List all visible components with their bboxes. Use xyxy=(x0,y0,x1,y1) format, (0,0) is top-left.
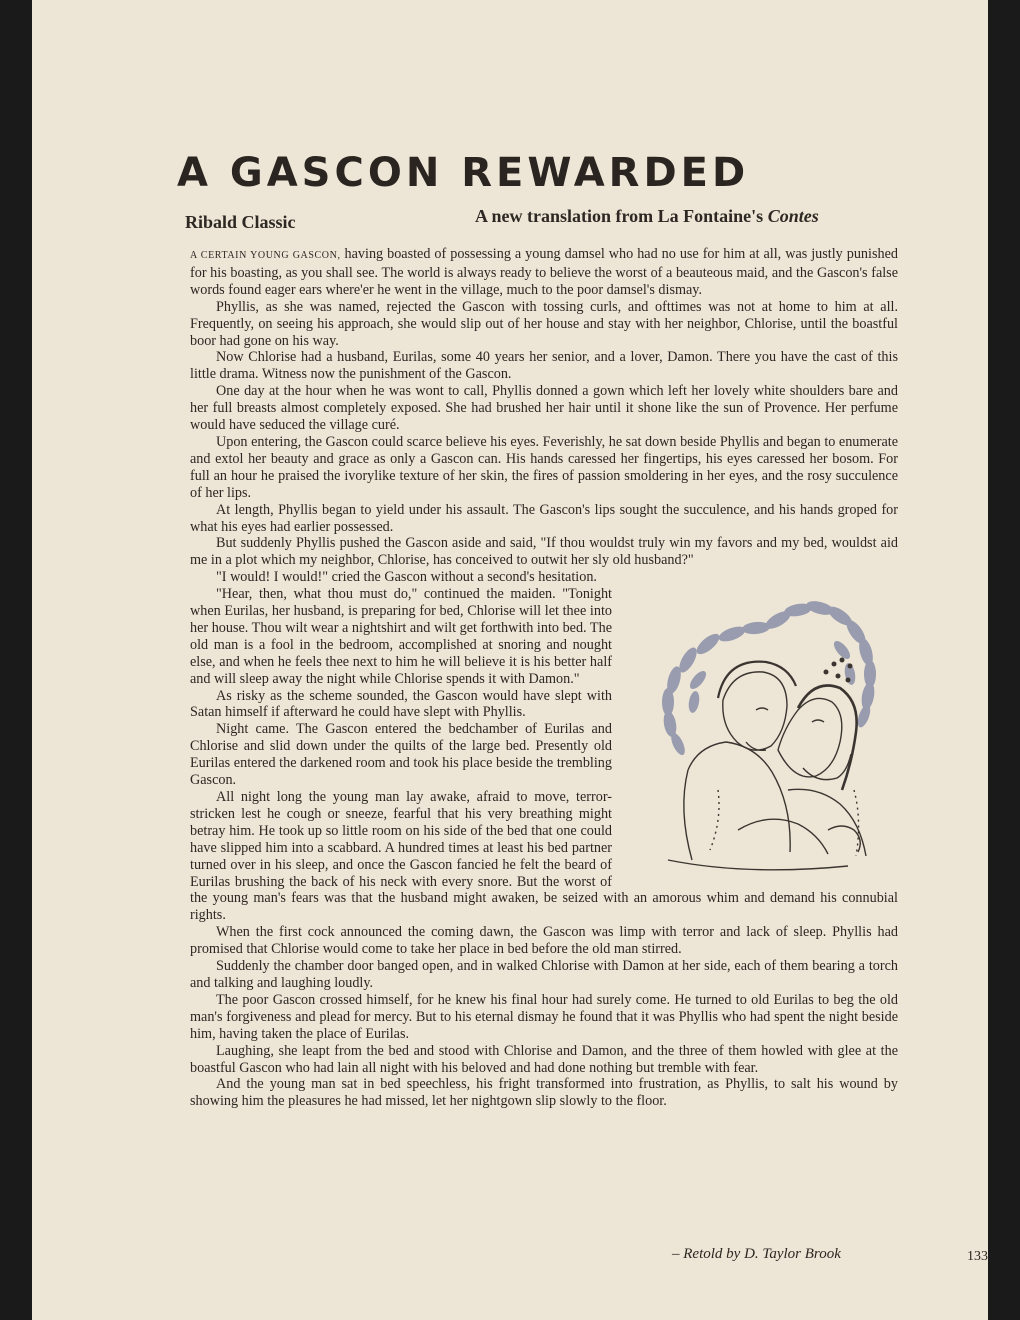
paragraph: "Hear, then, what thou must do," continued the maiden. "Tonight when Eurilas, her husband, is preparing for bed, Chlorise will let thee into her house. Thou wilt wear a nightshirt and wilt get forthwith into bed. The old man is a fool in the bedroom, accomplished at snoring and nought else, and when he feels thee next to him he will believe it is his better half and will sleep away the night while Chlorise spends it with Damon." xyxy=(190,586,612,687)
paragraph: "I would! I would!" cried the Gascon without a second's hesitation. xyxy=(216,569,597,586)
paragraph: As risky as the scheme sounded, the Gascon would have slept with Satan himself if afterward he could have slept with Phyllis. xyxy=(190,687,612,721)
paragraph: Now Chlorise had a husband, Eurilas, some 40 years her senior, and a lover, Damon. There you have the cast of this little drama. Witness now the punishment of the Gascon. xyxy=(190,349,898,383)
lead-small-caps: A CERTAIN YOUNG GASCON, xyxy=(190,250,341,261)
article-title: A GASCON REWARDED xyxy=(177,150,750,196)
embracing-couple-illustration xyxy=(628,590,898,880)
paragraph: Suddenly the chamber door banged open, and in walked Chlorise with Damon at her side, each of them bearing a torch and talking and laughing loudly. xyxy=(190,958,898,991)
byline: – Retold by D. Taylor Brook xyxy=(672,1246,841,1262)
paragraph: At length, Phyllis began to yield under his assault. The Gascon's lips sought the succulence, and his hands groped for what his eyes had earlier possessed. xyxy=(190,501,898,535)
article-body xyxy=(190,246,898,1110)
paragraph: Laughing, she leapt from the bed and stood with Chlorise and Damon, and the three of them howled with glee at the boastful Gascon who had lain all night with his beloved and had done nothing but tremble with fear. xyxy=(190,1042,898,1076)
paragraph: And the young man sat in bed speechless, his fright transformed into frustration, as Phyllis, to salt his wound by showing him the pleasures he had missed, let her nightgown slip slowly to the floor. xyxy=(190,1076,898,1110)
subtitle-prefix: A new translation from La Fontaine's xyxy=(475,206,764,226)
paragraph-text: having boasted of possessing a young damsel who had no use for him at all, was justly punished for his boasting, as you shall see. The world is always ready to believe the worst of a beauteous maid, and the Gascon's false words found eager ears where'er he went in the village, much to the poor damsel's dismay. xyxy=(190,246,898,298)
paragraph: Night came. The Gascon entered the bedchamber of Eurilas and Chlorise and slid down under the quilts of the large bed. Presently old Eurilas entered the darkened room and took his place beside the trembling Gascon. xyxy=(190,721,612,789)
paragraph: The poor Gascon crossed himself, for he knew his final hour had surely come. He turned to old Eurilas to beg the old man's forgiveness and plead for mercy. But to his eternal dismay he found that it was Phyllis who had spent the night beside him, having taken the place of Eurilas. xyxy=(190,991,898,1042)
paragraph: One day at the hour when he was wont to call, Phyllis donned a gown which left her lovely white shoulders bare and her full breasts almost completely exposed. She had brushed her hair until it shone like the sun of Provence. Her perfume would have seduced the village curé. xyxy=(190,383,898,434)
paragraph: But suddenly Phyllis pushed the Gascon aside and said, "If thou wouldst truly win my favors and my bed, wouldst aid me in a plot which my neighbor, Chlorise, has conceived to outwit her sly old husband?" xyxy=(190,535,898,569)
magazine-page xyxy=(32,0,988,1320)
article-subtitle xyxy=(475,206,819,227)
paragraph xyxy=(190,246,898,299)
paragraph: All night long the young man lay awake, afraid to move, terror-stricken lest he cough or sneeze, fearful that his very breathing might betray him. He took up so little room on his side of the bed that one could have slipped him into a scabbard. A hundred times at least his bed partner turned over in his sleep, and once the Gascon fancied he felt the beard of Eurilas brushing the back of his neck with every snore. But the worst of the young man's fears was that the husband might awaken, be seized with an amorous whim and demand his connubial rights. xyxy=(190,789,898,924)
section-label: Ribald Classic xyxy=(185,212,296,232)
paragraph: When the first cock announced the coming dawn, the Gascon was limp with terror and lack of sleep. Phyllis had promised that Chlorise would come to take her place in bed before the old man stirred. xyxy=(190,924,898,958)
page-number: 133 xyxy=(967,1249,988,1264)
paragraph: Phyllis, as she was named, rejected the Gascon with tossing curls, and ofttimes was not at home to him at all. Frequently, on seeing his approach, she would slip out of her house and stay with her neighbor, Chlorise, until the boastful boor had gone on his way. xyxy=(190,298,898,349)
paragraph: Upon entering, the Gascon could scarce believe his eyes. Feverishly, he sat down beside Phyllis and began to enumerate and extol her beauty and grace as only a Gascon can. His hands caressed her fingertips, his eyes caressed her bosom. For full an hour he praised the ivorylike texture of her skin, the fires of passion smoldering in her eyes, and the rosy succulence of her lips. xyxy=(190,433,898,501)
subtitle-work: Contes xyxy=(767,206,819,226)
